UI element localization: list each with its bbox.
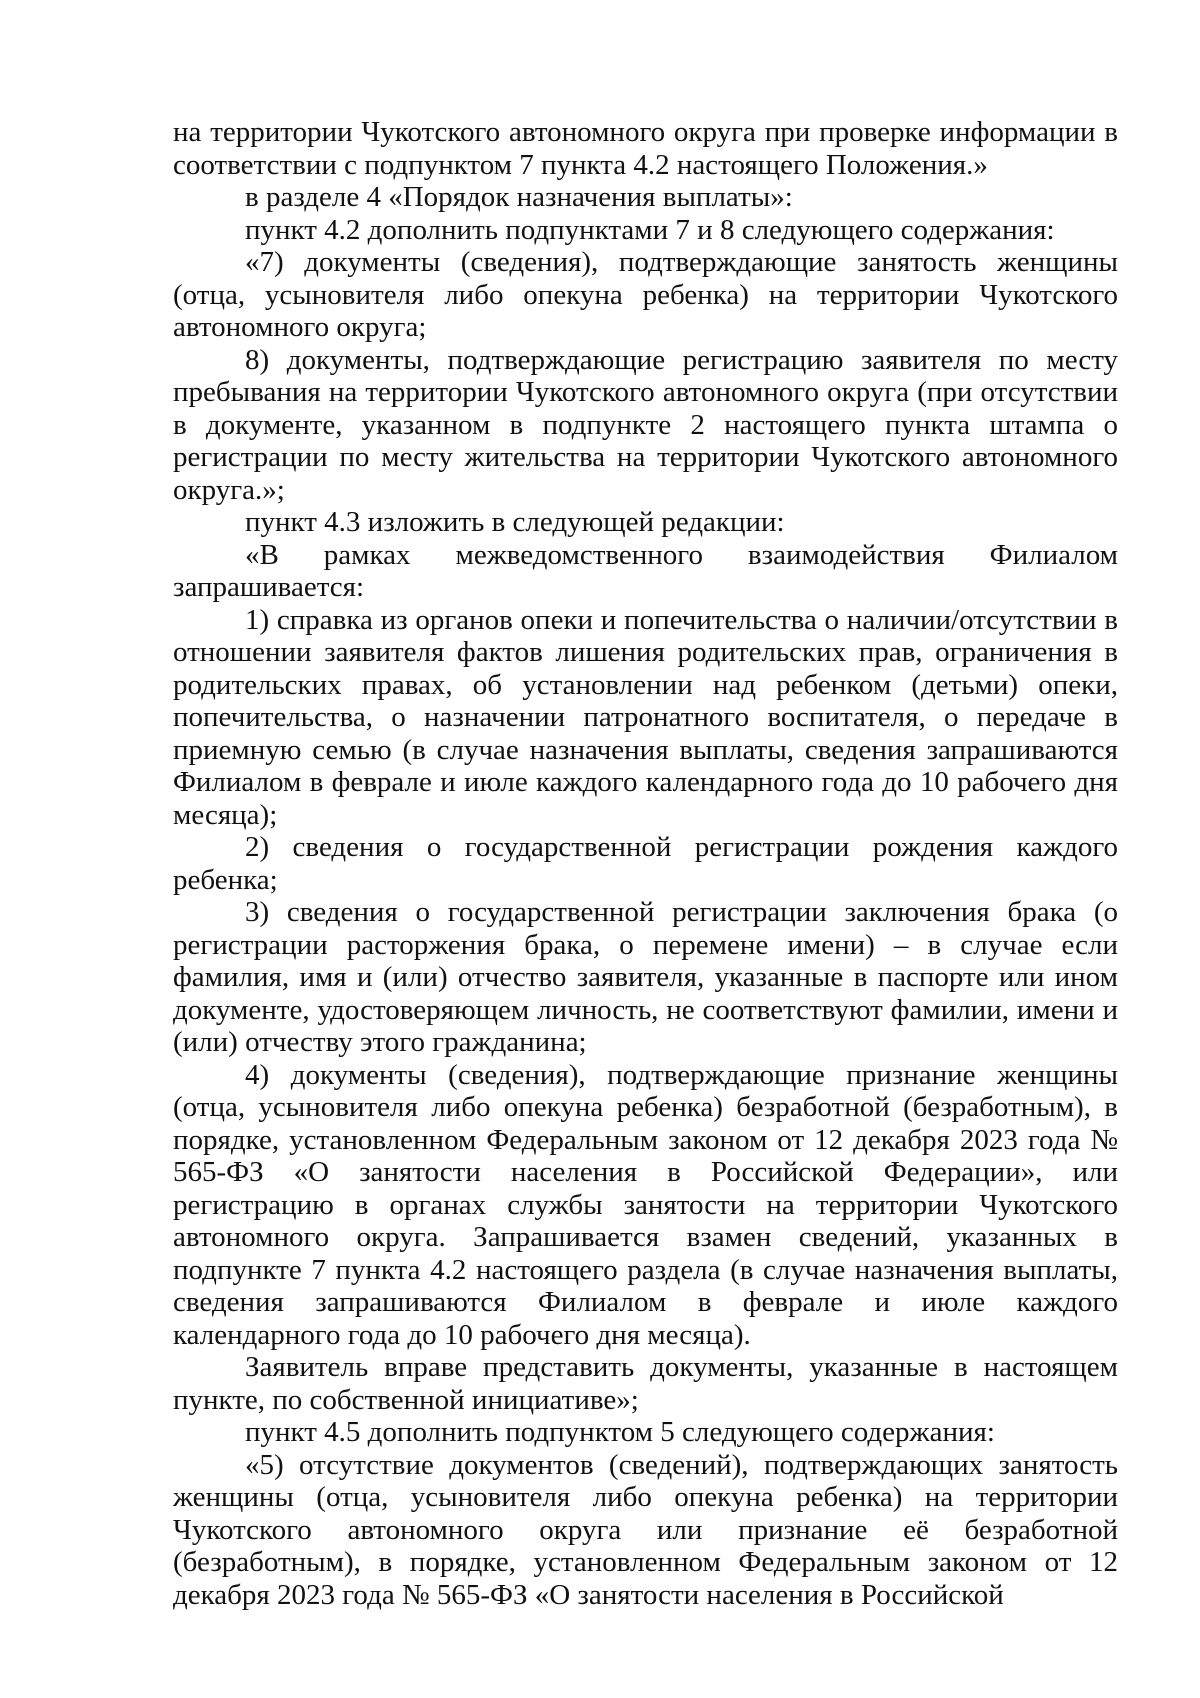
paragraph-subitem-2: 2) сведения о государственной регистрации рождения каждого ребенка; bbox=[173, 831, 1118, 896]
paragraph-subitem-7: «7) документы (сведения), подтверждающие занятость женщины (отца, усыновителя либо опекуна ребенка) на территории Чукотского автономного округа; bbox=[173, 246, 1118, 343]
paragraph-applicant-right: Заявитель вправе представить документы, указанные в настоящем пункте, по собственной инициативе»; bbox=[173, 1351, 1118, 1416]
paragraph-section-4: в разделе 4 «Порядок назначения выплаты»: bbox=[245, 181, 793, 213]
paragraph-subitem-5: «5) отсутствие документов (сведений), подтверждающих занятость женщины (отца, усыновителя либо опекуна ребенка) на территории Чукотского автономного округа или признание её безработной (безработным), в порядке, установленном Федеральным законом от 12 декабря 2023 года № 565-ФЗ «О занятости населения в Российской bbox=[173, 1448, 1118, 1611]
paragraph-item-4-2: пункт 4.2 дополнить подпунктами 7 и 8 следующего содержания: bbox=[245, 213, 1055, 246]
paragraph-subitem-3: 3) сведения о государственной регистрации заключения брака (о регистрации расторжения брака, о перемене имени) – в случае если фамилия, имя и (или) отчество заявителя, указанные в паспорте или ином документе, удостоверяющем личность, не соответствуют фамилии, имени и (или) отчеству этого гражданина; bbox=[173, 896, 1118, 1058]
paragraph-subitem-4: 4) документы (сведения), подтверждающие признание женщины (отца, усыновителя либо опекуна ребенка) безработной (безработным), в порядке, установленном Федеральным законом от 12 декабря 2023 года № 565-ФЗ «О занятости населения в Российской Федерации», или регистрацию в органах службы занятости на территории Чукотского автономного округа. Запрашивается взамен сведений, указанных в подпункте 7 пункта 4.2 настоящего раздела (в случае назначения выплаты, сведения запрашиваются Филиалом в феврале и июле каждого календарного года до 10 рабочего дня месяца). bbox=[173, 1058, 1118, 1351]
paragraph-subitem-8: 8) документы, подтверждающие регистрацию заявителя по месту пребывания на территории Чукотского автономного округа (при отсутствии в документе, указанном в подпункте 2 настоящего пункта штампа о регистрации по месту жительства на территории Чукотского автономного округа.»; bbox=[173, 343, 1118, 506]
paragraph-interagency: «В рамках межведомственного взаимодействия Филиалом запрашивается: bbox=[173, 538, 1118, 603]
paragraph-subitem-1: 1) справка из органов опеки и попечительства о наличии/отсутствии в отношении заявителя фактов лишения родительских прав, ограничения в родительских правах, об установлении над ребенком (детьми) опеки, попечительства, о назначении патронатного воспитателя, о передаче в приемную семью (в случае назначения выплаты, сведения запрашиваются Филиалом в феврале и июле каждого календарного года до 10 рабочего дня месяца); bbox=[173, 603, 1118, 831]
paragraph-continuation: на территории Чукотского автономного округа при проверке информации в соответствии с подпунктом 7 пункта 4.2 настоящего Положения.» bbox=[173, 116, 1118, 181]
paragraph-item-4-5: пункт 4.5 дополнить подпунктом 5 следующего содержания: bbox=[245, 1416, 995, 1448]
document-page bbox=[173, 116, 1118, 1611]
paragraph-item-4-3: пункт 4.3 изложить в следующей редакции: bbox=[245, 506, 785, 538]
